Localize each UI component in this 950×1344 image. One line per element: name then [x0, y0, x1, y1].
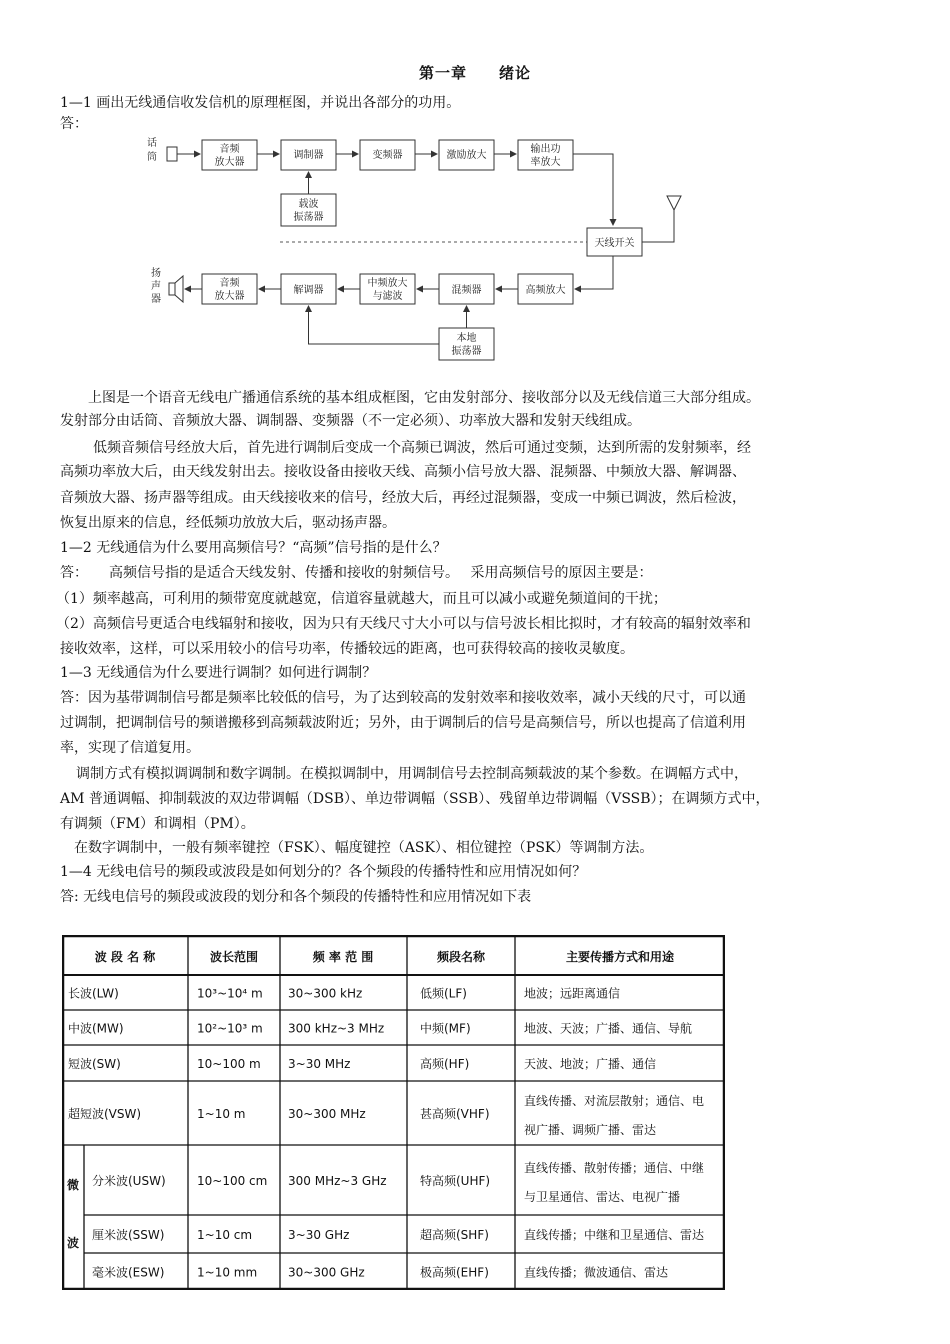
table-cell-band-name: 短波(SW)	[68, 1057, 121, 1071]
q3-answer-line1: 答：因为基带调制信号都是频率比较低的信号，为了达到较高的发射效率和接收效率，减小天线的尺寸，可以通	[60, 690, 746, 706]
carrier-osc-label-1: 载波	[298, 199, 319, 210]
table-cell-band-label: 甚高频(VHF)	[420, 1107, 490, 1121]
mic-label-1: 话	[147, 138, 157, 149]
speaker-label-3: 器	[151, 294, 161, 305]
q2-reason2-line1: （2）高频信号更适合电线辐射和接收，因为只有天线尺寸大小可以与信号波长相比拟时，才有较高的辐射效率和	[56, 616, 751, 632]
q4-answer: 答: 无线电信号的频段或波段的划分和各个频段的传播特性和应用情况如下表	[60, 889, 532, 905]
rx-audio-amp-label-1: 音频	[219, 278, 240, 289]
table-header-cell: 波长范围	[209, 950, 259, 964]
table-cell-usage: 与卫星通信、雷达、电视广播	[524, 1190, 681, 1204]
speaker-label-1: 扬	[151, 268, 161, 279]
table-cell-frequency: 300 MHz~3 GHz	[288, 1174, 387, 1188]
frequency-band-table	[62, 935, 725, 1290]
table-group-microwave-label: 微	[66, 1178, 80, 1192]
q1-para1-line2: 发射部分由话筒、音频放大器、调制器、变频器（不一定必须）、功率放大器和发射天线组成。	[60, 413, 641, 429]
output-amp-label-1: 输出功	[530, 144, 561, 155]
table-cell-frequency: 300 kHz~3 MHz	[288, 1021, 385, 1036]
mic-icon	[167, 147, 177, 161]
q3-para2-line1: 调制方式有模拟调调制和数字调制。在模拟调制中，用调制信号去控制高频载波的某个参数。在调幅方式中，	[76, 766, 748, 782]
table-header-cell: 波 段 名 称	[94, 950, 156, 964]
table-cell-usage: 地波；远距离通信	[524, 986, 621, 1001]
tx-audio-amp-label-1: 音频	[219, 144, 240, 155]
table-cell-band-name: 超短波(VSW)	[68, 1107, 142, 1121]
answer-label: 答：	[60, 116, 88, 132]
table-cell-wavelength: 10~100 cm	[197, 1174, 268, 1188]
local-osc-label-1: 本地	[456, 333, 477, 344]
table-cell-frequency: 3~30 GHz	[288, 1228, 350, 1242]
table-cell-usage: 天波、地波；广播、通信	[524, 1057, 657, 1071]
table-cell-wavelength: 1~10 m	[197, 1107, 246, 1121]
rf-amp-label: 高频放大	[525, 285, 566, 296]
local-osc-label-2: 振荡器	[451, 346, 482, 357]
table-cell-usage: 直线传播、散射传播；通信、中继	[524, 1161, 705, 1175]
table-group-microwave-label: 波	[66, 1236, 80, 1250]
chapter-title: 第一章 绪论	[418, 64, 531, 82]
demodulator-label: 解调器	[293, 285, 324, 296]
table-cell-wavelength: 1~10 cm	[197, 1228, 253, 1242]
table-cell-band-name: 厘米波(SSW)	[92, 1228, 165, 1242]
table-cell-band-name: 分米波(USW)	[92, 1174, 166, 1188]
driver-amp-label: 激励放大	[446, 150, 487, 161]
q3-answer-line3: 率，实现了信道复用。	[60, 740, 200, 756]
output-amp-label-2: 率放大	[530, 157, 561, 168]
speaker-icon	[169, 283, 175, 295]
q2-reason2-line2: 接收效率，这样，可以采用较小的信号功率，传播较远的距离，也可获得较高的接收灵敏度。	[60, 641, 634, 657]
speaker-label-2: 声	[151, 281, 161, 292]
table-cell-frequency: 30~300 MHz	[288, 1107, 366, 1121]
q3-para2-line2: AM 普通调幅、抑制载波的双边带调幅（DSB）、单边带调幅（SSB）、残留单边带调幅（VSSB）；在调频方式中，	[60, 791, 770, 807]
antenna-icon	[667, 196, 681, 210]
table-cell-frequency: 3~30 MHz	[288, 1057, 351, 1071]
table-cell-band-label: 极高频(EHF)	[420, 1265, 489, 1280]
if-amp-label-1: 中频放大	[367, 278, 408, 289]
q3-answer-line2: 过调制，把调制信号的频谱搬移到高频载波附近；另外，由于调制后的信号是高频信号，所以也提高了信道利用	[60, 715, 746, 731]
table-cell-band-label: 超高频(SHF)	[420, 1228, 489, 1242]
antenna-switch-label: 天线开关	[594, 238, 635, 249]
table-cell-frequency: 30~300 GHz	[288, 1265, 365, 1280]
table-cell-band-name: 长波(LW)	[68, 986, 119, 1001]
question-1-3: 1—3 无线通信为什么要进行调制？如何进行调制？	[60, 665, 377, 681]
mic-label-2: 筒	[147, 152, 157, 163]
table-cell-band-label: 中频(MF)	[420, 1021, 471, 1036]
question-1-4: 1—4 无线电信号的频段或波段是如何划分的？各个频段的传播特性和应用情况如何？	[60, 864, 587, 880]
carrier-osc-label-2: 振荡器	[293, 212, 324, 223]
q1-para2-line3: 音频放大器、扬声器等组成。由天线接收来的信号，经放大后，再经过混频器，变成一中频已调波，然后检波，	[60, 490, 746, 506]
table-cell-wavelength: 10~100 m	[197, 1057, 261, 1071]
table-header-cell: 频 率 范 围	[312, 950, 374, 964]
table-header-cell: 主要传播方式和用途	[565, 950, 675, 964]
converter-label: 变频器	[372, 150, 403, 161]
q2-answer: 答： 高频信号指的是适合天线发射、传播和接收的射频信号。 采用高频信号的原因主要是：	[60, 565, 653, 581]
q1-para2-line2: 高频功率放大后，由天线发射出去。接收设备由接收天线、高频小信号放大器、混频器、中频放大器、解调器、	[60, 464, 746, 480]
table-cell-band-label: 特高频(UHF)	[420, 1174, 491, 1188]
q1-para2-line4: 恢复出原来的信息，经低频功放放大后，驱动扬声器。	[60, 515, 396, 531]
modulator-label: 调制器	[293, 150, 324, 161]
table-cell-usage: 视广播、调频广播、雷达	[524, 1123, 657, 1137]
q2-reason1: （1）频率越高，可利用的频带宽度就越宽，信道容量就越大，而且可以减小或避免频道间的干扰；	[56, 591, 667, 607]
table-cell-band-name: 毫米波(ESW)	[92, 1265, 165, 1280]
rx-audio-amp-label-2: 放大器	[214, 291, 245, 302]
table-cell-band-name: 中波(MW)	[68, 1021, 124, 1036]
tx-audio-amp-label-2: 放大器	[214, 157, 245, 168]
table-cell-band-label: 高频(HF)	[420, 1057, 470, 1071]
table-cell-frequency: 30~300 kHz	[288, 986, 363, 1001]
table-cell-wavelength: 1~10 mm	[197, 1265, 258, 1280]
table-cell-wavelength: 10²~10³ m	[197, 1021, 263, 1036]
table-cell-usage: 直线传播、对流层散射；通信、电	[524, 1094, 705, 1108]
table-cell-usage: 地波、天波；广播、通信、导航	[524, 1021, 693, 1036]
q3-para3-line1: 在数字调制中，一般有频率键控（FSK）、幅度键控（ASK）、相位键控（PSK）等调制方法。	[74, 840, 654, 856]
q1-para1-line1: 上图是一个语音无线电广播通信系统的基本组成框图，它由发射部分、接收部分以及无线信道三大部分组成。	[88, 390, 760, 406]
table-cell-band-label: 低频(LF)	[420, 986, 467, 1001]
table-cell-wavelength: 10³~10⁴ m	[197, 986, 263, 1001]
transceiver-block-diagram	[145, 132, 705, 368]
table-header-cell: 频段名称	[436, 950, 486, 964]
question-1-2: 1—2 无线通信为什么要用高频信号？“高频”信号指的是什么？	[60, 540, 447, 556]
mixer-label: 混频器	[451, 285, 482, 296]
table-cell-usage: 直线传播；中继和卫星通信、雷达	[524, 1228, 705, 1242]
table-cell-usage: 直线传播；微波通信、雷达	[524, 1265, 669, 1280]
question-1-1: 1—1 画出无线通信收发信机的原理框图，并说出各部分的功用。	[60, 95, 461, 111]
q1-para2-line1: 低频音频信号经放大后，首先进行调制后变成一个高频已调波，然后可通过变频，达到所需的发射频率，经	[93, 440, 751, 456]
if-amp-label-2: 与滤波	[372, 291, 403, 302]
q3-para2-line3: 有调频（FM）和调相（PM）。	[60, 816, 255, 832]
